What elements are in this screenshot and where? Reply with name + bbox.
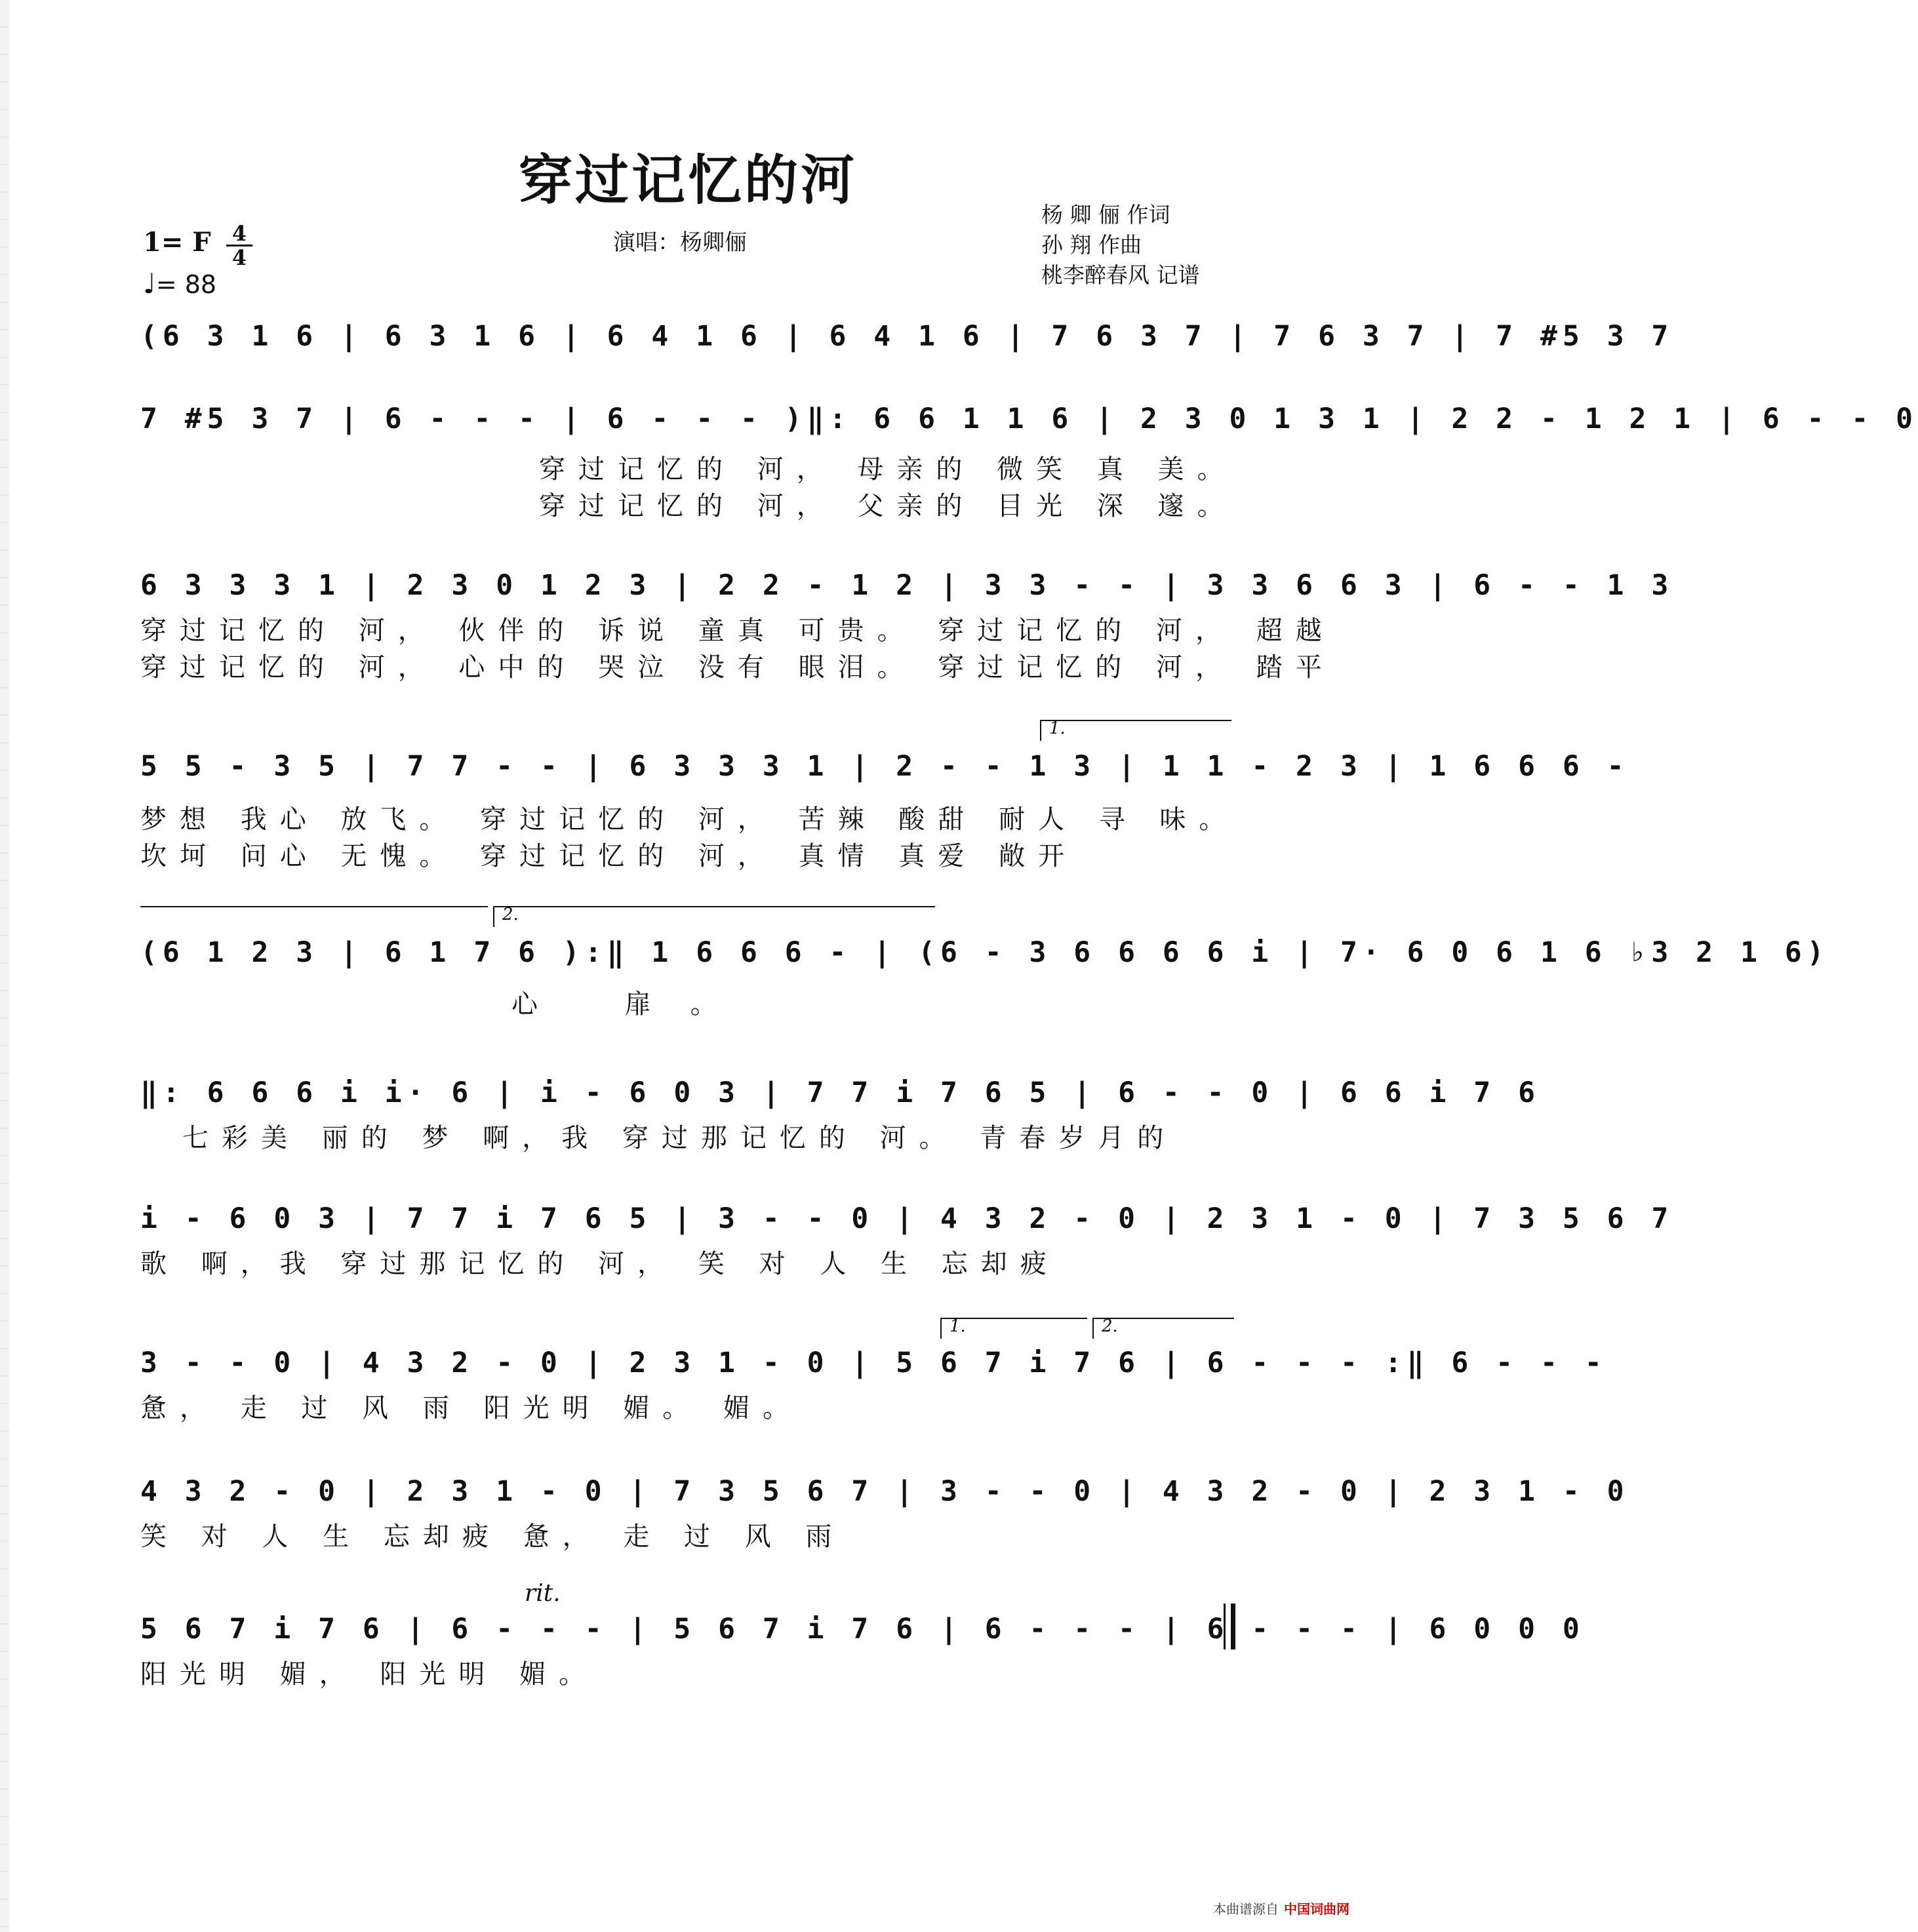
- tempo-value: = 88: [155, 270, 217, 299]
- second-ending-label: 2.: [502, 905, 519, 924]
- first-ending-label: 1.: [949, 1316, 966, 1336]
- first-ending-continuation: [140, 906, 488, 927]
- final-barline: [1224, 1604, 1235, 1649]
- footer-source: [1213, 1899, 1349, 1918]
- left-margin-strip: [0, 0, 9, 1932]
- lyric-verse-1: 阳光明 媚， 阳光明 媚。: [140, 1659, 599, 1689]
- lyric-verse-1: 笑 对 人 生 忘却疲 惫， 走 过 风 雨: [140, 1522, 845, 1552]
- composer-credit: 孙 翔 作曲: [1041, 232, 1142, 258]
- second-ending-bracket: [1092, 1318, 1234, 1339]
- lyric-verse-1: 穿过记忆的 河， 母亲的 微笑 真 美。: [539, 454, 1237, 484]
- notation-row: 4 3 2 - 0 | 2 3 1 - 0 | 7 3 5 6 7 | 3 - - 0 | 4 3 2 - 0 | 2 3 1 - 0: [140, 1475, 1629, 1508]
- time-signature: [226, 223, 252, 268]
- singer-label: 演唱：杨卿俪: [613, 229, 747, 256]
- time-numerator: 4: [231, 221, 247, 246]
- lyric-verse-2: 穿过记忆的 河， 心中的 哭泣 没有 眼泪。 穿过记忆的 河， 踏平: [140, 652, 1335, 682]
- first-ending-bracket: [940, 1318, 1087, 1339]
- ritardando-marking: rit.: [525, 1580, 561, 1607]
- quarter-note-icon: ♩: [143, 267, 156, 300]
- key-signature: 1= F: [143, 227, 211, 258]
- lyric-verse-1: 梦想 我心 放飞。 穿过记忆的 河， 苦辣 酸甜 耐人 寻 味。: [140, 804, 1239, 835]
- footer-site-link[interactable]: 中国词曲网: [1284, 1901, 1349, 1917]
- notation-row: 6 3 3 3 1 | 2 3 0 1 2 3 | 2 2 - 1 2 | 3 3 - - | 3 3 6 6 3 | 6 - - 1 3: [140, 569, 1674, 602]
- footer-source-label: 本曲谱源自: [1213, 1901, 1279, 1917]
- credits-block: [1041, 200, 1238, 290]
- notation-row: 7 #5 3 7 | 6 - - - | 6 - - - )‖: 6 6 1 1 6 | 2 3 0 1 3 1 | 2 2 - 1 2 1 | 6 - - 0: [140, 403, 1918, 435]
- notation-row: 3 - - 0 | 4 3 2 - 0 | 2 3 1 - 0 | 5 6 7 i 7 6 | 6 - - - :‖ 6 - - -: [140, 1347, 1607, 1379]
- tempo-marking: [143, 267, 216, 300]
- second-ending-bracket: [493, 906, 935, 927]
- time-denominator: 4: [231, 245, 247, 270]
- lyric-verse-1: 歌 啊，我 穿过那记忆的 河， 笑 对 人 生 忘却疲: [140, 1249, 1060, 1279]
- lyric-verse-1: 惫， 走 过 风 雨 阳光明 媚。 媚。: [140, 1393, 803, 1423]
- transcriber-credit: 桃李醉春风 记谱: [1041, 262, 1200, 288]
- lyric-verse-1: 穿过记忆的 河， 伙伴的 诉说 童真 可贵。 穿过记忆的 河， 超越: [140, 616, 1335, 646]
- notation-row: 5 5 - 3 5 | 7 7 - - | 6 3 3 3 1 | 2 - - 1 3 | 1 1 - 2 3 | 1 6 6 6 -: [140, 750, 1629, 783]
- second-ending-label: 2.: [1102, 1316, 1118, 1336]
- notation-row: (6 1 2 3 | 6 1 7 6 ):‖ 1 6 6 6 - | (6 - 3 6 6 6 6 i | 7· 6 0 6 1 6 ♭3 2 1 6): [140, 936, 1829, 969]
- song-title: 穿过记忆的河: [518, 149, 857, 212]
- lyric-verse-2: 坎坷 问心 无愧。 穿过记忆的 河， 真情 真爱 敞开: [140, 841, 1078, 871]
- lyric-verse-1: 心 扉。: [511, 989, 756, 1019]
- lyric-verse-1: 七彩美 丽的 梦 啊，我 穿过那记忆的 河。 青春岁月的: [182, 1123, 1177, 1153]
- notation-row: ‖: 6 6 6 i i· 6 | i - 6 0 3 | 7 7 i 7 6 5 | 6 - - 0 | 6 6 i 7 6: [140, 1076, 1540, 1109]
- lyric-verse-2: 穿过记忆的 河， 父亲的 目光 深 邃。: [539, 491, 1237, 521]
- notation-row: i - 6 0 3 | 7 7 i 7 6 5 | 3 - - 0 | 4 3 2 - 0 | 2 3 1 - 0 | 7 3 5 6 7: [140, 1202, 1674, 1235]
- notation-row: (6 3 1 6 | 6 3 1 6 | 6 4 1 6 | 6 4 1 6 | 7 6 3 7 | 7 6 3 7 | 7 #5 3 7: [140, 320, 1674, 353]
- notation-row: 5 6 7 i 7 6 | 6 - - - | 5 6 7 i 7 6 | 6 - - - | 6 - - - | 6 0 0 0: [140, 1613, 1585, 1646]
- first-ending-label: 1.: [1049, 719, 1066, 738]
- lyricist-credit: 杨 卿 俪 作词: [1041, 202, 1170, 227]
- first-ending-bracket: [1040, 720, 1231, 741]
